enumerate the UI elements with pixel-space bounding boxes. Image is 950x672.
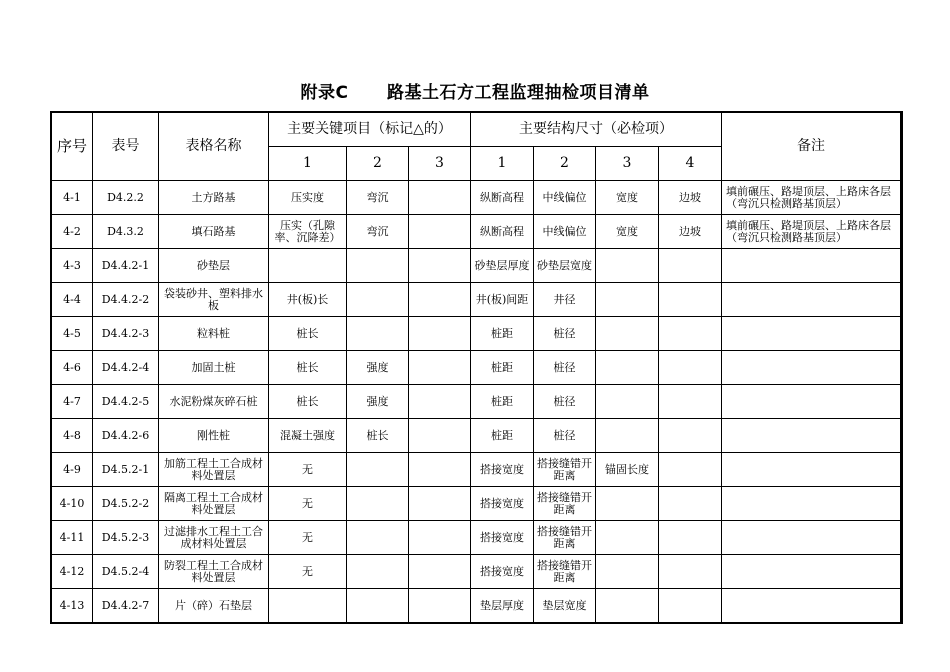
cell-key-1	[269, 589, 347, 623]
cell-struct-1: 桩距	[471, 385, 534, 419]
cell-remark	[722, 589, 901, 623]
cell-struct-3	[596, 249, 659, 283]
cell-table-name: 土方路基	[159, 181, 269, 215]
cell-key-3	[409, 589, 471, 623]
header-seq: 序号	[52, 113, 93, 181]
cell-table-no: D4.5.2-2	[93, 487, 159, 521]
cell-struct-4: 边坡	[659, 181, 722, 215]
cell-key-3	[409, 351, 471, 385]
cell-struct-2: 桩径	[534, 419, 596, 453]
cell-key-3	[409, 419, 471, 453]
cell-key-1: 无	[269, 487, 347, 521]
cell-key-1: 桩长	[269, 351, 347, 385]
cell-key-2	[347, 317, 409, 351]
header-struct-col: 4	[659, 147, 722, 181]
cell-table-no: D4.4.2-7	[93, 589, 159, 623]
header-struct-dims: 主要结构尺寸（必检项）	[471, 113, 722, 147]
cell-seq: 4-7	[52, 385, 93, 419]
cell-table-no: D4.4.2-2	[93, 283, 159, 317]
cell-key-1: 桩长	[269, 317, 347, 351]
cell-remark: 填前碾压、路堤顶层、上路床各层（弯沉只检测路基顶层）	[722, 215, 901, 249]
cell-remark	[722, 521, 901, 555]
cell-remark	[722, 351, 901, 385]
cell-seq: 4-5	[52, 317, 93, 351]
cell-struct-3	[596, 487, 659, 521]
table-row	[52, 181, 901, 215]
cell-key-2	[347, 249, 409, 283]
cell-table-no: D4.4.2-5	[93, 385, 159, 419]
cell-struct-1: 桩距	[471, 317, 534, 351]
cell-remark	[722, 555, 901, 589]
cell-table-name: 粒料桩	[159, 317, 269, 351]
cell-key-3	[409, 283, 471, 317]
cell-struct-3: 宽度	[596, 181, 659, 215]
cell-remark	[722, 249, 901, 283]
cell-key-2: 强度	[347, 351, 409, 385]
cell-key-2	[347, 555, 409, 589]
cell-table-name: 加筋工程土工合成材料处置层	[159, 453, 269, 487]
cell-table-name: 填石路基	[159, 215, 269, 249]
table-row	[52, 487, 901, 521]
cell-struct-2: 搭接缝错开距离	[534, 453, 596, 487]
cell-key-3	[409, 215, 471, 249]
cell-table-name: 水泥粉煤灰碎石桩	[159, 385, 269, 419]
cell-struct-2: 搭接缝错开距离	[534, 521, 596, 555]
cell-seq: 4-6	[52, 351, 93, 385]
cell-struct-3	[596, 351, 659, 385]
header-remark: 备注	[722, 113, 901, 181]
header-key-col: 1	[269, 147, 347, 181]
cell-key-3	[409, 317, 471, 351]
cell-table-name: 袋装砂井、塑料排水板	[159, 283, 269, 317]
cell-key-2: 强度	[347, 385, 409, 419]
table-row	[52, 453, 901, 487]
cell-remark: 填前碾压、路堤顶层、上路床各层（弯沉只检测路基顶层）	[722, 181, 901, 215]
cell-struct-4	[659, 521, 722, 555]
cell-struct-4	[659, 249, 722, 283]
header-table-no: 表号	[93, 113, 159, 181]
table-row	[52, 317, 901, 351]
cell-seq: 4-4	[52, 283, 93, 317]
cell-table-name: 砂垫层	[159, 249, 269, 283]
table-row	[52, 589, 901, 623]
cell-key-3	[409, 487, 471, 521]
header-key-col: 3	[409, 147, 471, 181]
cell-key-3	[409, 555, 471, 589]
cell-struct-1: 搭接宽度	[471, 521, 534, 555]
cell-key-3	[409, 249, 471, 283]
cell-key-3	[409, 385, 471, 419]
header-table-name: 表格名称	[159, 113, 269, 181]
cell-remark	[722, 283, 901, 317]
cell-table-no: D4.4.2-1	[93, 249, 159, 283]
cell-remark	[722, 453, 901, 487]
cell-table-name: 加固土桩	[159, 351, 269, 385]
header-struct-col: 1	[471, 147, 534, 181]
cell-struct-1: 桩距	[471, 351, 534, 385]
cell-seq: 4-1	[52, 181, 93, 215]
cell-table-name: 片（碎）石垫层	[159, 589, 269, 623]
cell-table-name: 刚性桩	[159, 419, 269, 453]
cell-remark	[722, 385, 901, 419]
cell-seq: 4-10	[52, 487, 93, 521]
cell-key-1: 压实度	[269, 181, 347, 215]
table-row	[52, 555, 901, 589]
cell-struct-2: 砂垫层宽度	[534, 249, 596, 283]
cell-struct-4	[659, 283, 722, 317]
cell-key-2: 弯沉	[347, 181, 409, 215]
cell-struct-1: 搭接宽度	[471, 453, 534, 487]
cell-struct-3: 宽度	[596, 215, 659, 249]
cell-struct-1: 桩距	[471, 419, 534, 453]
cell-key-2	[347, 521, 409, 555]
cell-struct-4	[659, 351, 722, 385]
cell-struct-1: 垫层厚度	[471, 589, 534, 623]
cell-struct-2: 桩径	[534, 351, 596, 385]
cell-key-1: 无	[269, 521, 347, 555]
cell-struct-2: 桩径	[534, 317, 596, 351]
inspection-table	[51, 112, 901, 623]
cell-table-name: 隔离工程土工合成材料处置层	[159, 487, 269, 521]
cell-table-no: D4.5.2-3	[93, 521, 159, 555]
cell-struct-1: 纵断高程	[471, 181, 534, 215]
cell-struct-1: 搭接宽度	[471, 487, 534, 521]
cell-struct-4: 边坡	[659, 215, 722, 249]
cell-key-3	[409, 453, 471, 487]
cell-key-2	[347, 453, 409, 487]
cell-key-2	[347, 487, 409, 521]
cell-remark	[722, 419, 901, 453]
cell-struct-2: 井径	[534, 283, 596, 317]
table-body	[52, 181, 901, 623]
cell-struct-1: 砂垫层厚度	[471, 249, 534, 283]
cell-key-3	[409, 181, 471, 215]
cell-key-2: 桩长	[347, 419, 409, 453]
header-key-items: 主要关键项目（标记△的）	[269, 113, 471, 147]
cell-struct-3	[596, 419, 659, 453]
cell-remark	[722, 317, 901, 351]
cell-key-1: 无	[269, 453, 347, 487]
cell-table-no: D4.4.2-3	[93, 317, 159, 351]
cell-struct-4	[659, 385, 722, 419]
cell-key-3	[409, 521, 471, 555]
header-key-col: 2	[347, 147, 409, 181]
table-row	[52, 283, 901, 317]
cell-struct-4	[659, 555, 722, 589]
cell-struct-4	[659, 487, 722, 521]
cell-struct-2: 中线偏位	[534, 215, 596, 249]
cell-seq: 4-9	[52, 453, 93, 487]
cell-seq: 4-2	[52, 215, 93, 249]
cell-struct-2: 搭接缝错开距离	[534, 487, 596, 521]
cell-key-1: 桩长	[269, 385, 347, 419]
cell-table-no: D4.4.2-6	[93, 419, 159, 453]
cell-seq: 4-3	[52, 249, 93, 283]
cell-struct-3	[596, 385, 659, 419]
cell-key-1	[269, 249, 347, 283]
cell-struct-2: 中线偏位	[534, 181, 596, 215]
cell-table-no: D4.4.2-4	[93, 351, 159, 385]
cell-struct-4	[659, 317, 722, 351]
cell-key-2	[347, 283, 409, 317]
cell-struct-3	[596, 317, 659, 351]
header-struct-col: 2	[534, 147, 596, 181]
cell-key-1: 井(板)长	[269, 283, 347, 317]
page-title: 附录C 路基土石方工程监理抽检项目清单	[300, 83, 650, 103]
cell-struct-1: 搭接宽度	[471, 555, 534, 589]
table-row	[52, 385, 901, 419]
cell-table-no: D4.2.2	[93, 181, 159, 215]
cell-struct-1: 纵断高程	[471, 215, 534, 249]
cell-table-no: D4.5.2-1	[93, 453, 159, 487]
cell-struct-1: 井(板)间距	[471, 283, 534, 317]
cell-struct-4	[659, 589, 722, 623]
cell-seq: 4-11	[52, 521, 93, 555]
cell-seq: 4-12	[52, 555, 93, 589]
cell-struct-3	[596, 589, 659, 623]
table-row	[52, 351, 901, 385]
cell-seq: 4-8	[52, 419, 93, 453]
cell-struct-2: 桩径	[534, 385, 596, 419]
cell-struct-3	[596, 283, 659, 317]
table-row	[52, 249, 901, 283]
cell-key-1: 混凝土强度	[269, 419, 347, 453]
cell-struct-3: 锚固长度	[596, 453, 659, 487]
cell-key-2	[347, 589, 409, 623]
cell-table-name: 过滤排水工程土工合成材料处置层	[159, 521, 269, 555]
table-row	[52, 419, 901, 453]
cell-key-1: 无	[269, 555, 347, 589]
cell-key-1: 压实（孔隙率、沉降差）	[269, 215, 347, 249]
cell-struct-3	[596, 521, 659, 555]
cell-struct-4	[659, 419, 722, 453]
header-struct-col: 3	[596, 147, 659, 181]
cell-key-2: 弯沉	[347, 215, 409, 249]
table-row	[52, 521, 901, 555]
cell-remark	[722, 487, 901, 521]
cell-struct-3	[596, 555, 659, 589]
table-row	[52, 215, 901, 249]
cell-struct-2: 垫层宽度	[534, 589, 596, 623]
cell-table-name: 防裂工程土工合成材料处置层	[159, 555, 269, 589]
cell-struct-2: 搭接缝错开距离	[534, 555, 596, 589]
cell-table-no: D4.5.2-4	[93, 555, 159, 589]
cell-table-no: D4.3.2	[93, 215, 159, 249]
cell-seq: 4-13	[52, 589, 93, 623]
cell-struct-4	[659, 453, 722, 487]
